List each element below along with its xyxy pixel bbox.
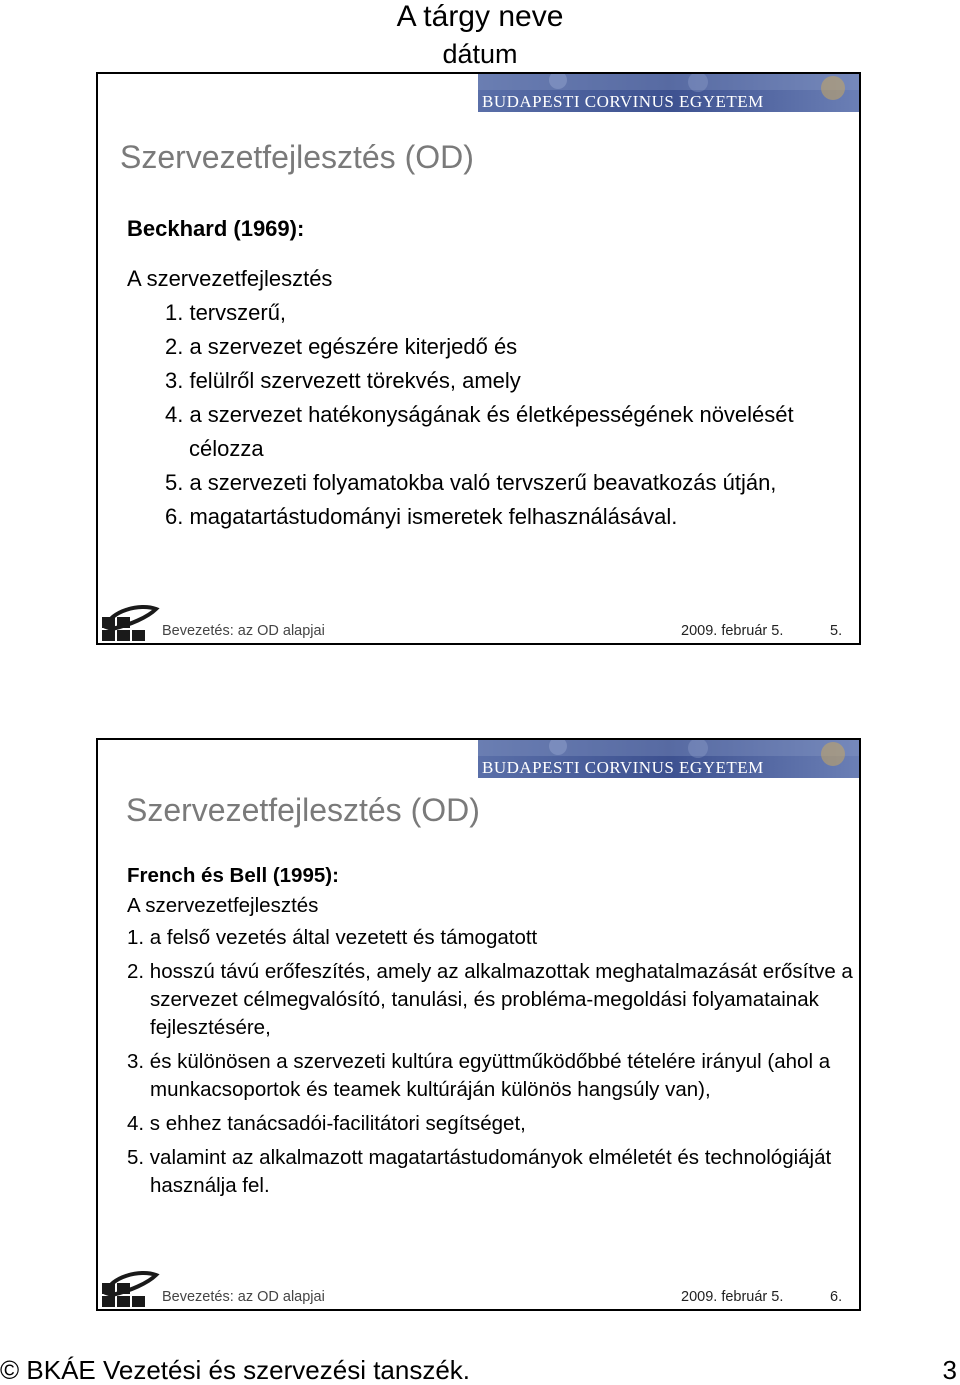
list-item: 6. magatartástudományi ismeretek felhasználásával. [165, 504, 678, 529]
university-banner [478, 74, 859, 112]
slide-intro: A szervezetfejlesztés [127, 266, 333, 291]
list-item: 3. és különösen a szervezeti kultúra együttműködőbbé tételére irányul (ahol a munkacsoportok és teamek kultúráján különös hangsúly van), [127, 1050, 831, 1101]
university-banner [478, 740, 859, 778]
numbered-list [127, 924, 859, 1200]
list-item: 4. a szervezet hatékonyságának és életképességének növelését célozza [165, 402, 794, 461]
university-logo-icon [100, 1269, 160, 1307]
slide-title: Szervezetfejlesztés (OD) [120, 139, 474, 175]
footer-topic: Bevezetés: az OD alapjai [162, 1289, 325, 1305]
list-item: 4. s ehhez tanácsadói-facilitátori segítséget, [127, 1112, 526, 1135]
slide-5 [96, 72, 861, 645]
document-title: A tárgy neve [396, 0, 564, 33]
slide-body [127, 862, 859, 1206]
slide-body [127, 212, 859, 534]
slide-footer [98, 1275, 859, 1309]
slide-subheading: Beckhard (1969): [127, 216, 305, 241]
list-item: 1. tervszerű, [165, 300, 287, 325]
footer-date: 2009. február 5. [681, 623, 784, 639]
footer-slide-number: 6. [830, 1289, 843, 1305]
list-item: 3. felülről szervezett törekvés, amely [165, 368, 521, 393]
banner-text: BUDAPESTI CORVINUS EGYETEM [482, 92, 764, 111]
list-item: 2. a szervezet egészére kiterjedő és [165, 334, 518, 359]
slide-intro: A szervezetfejlesztés [127, 894, 319, 917]
university-logo-icon [100, 603, 160, 641]
footer-slide-number: 5. [830, 623, 843, 639]
copyright-text: © BKÁE Vezetési és szervezési tanszék. [0, 1355, 471, 1385]
list-item: 2. hosszú távú erőfeszítés, amely az alkalmazottak meghatalmazását erősítve a szervezet célmegvalósító, tanulási, és probléma-megoldási folyamatainak fejlesztésére, [127, 960, 853, 1039]
slide-footer [98, 609, 859, 643]
banner-text: BUDAPESTI CORVINUS EGYETEM [482, 758, 764, 777]
document-date: dátum [442, 39, 518, 69]
list-item: 5. valamint az alkalmazott magatartástudományok elméletét és technológiáját használja fel. [127, 1146, 832, 1197]
slide-6 [96, 738, 861, 1311]
page-footer [0, 1356, 960, 1385]
numbered-list [127, 296, 859, 534]
footer-date: 2009. február 5. [681, 1289, 784, 1305]
slide-subheading: French és Bell (1995): [127, 864, 339, 887]
list-item: 5. a szervezeti folyamatokba való tervszerű beavatkozás útján, [165, 470, 777, 495]
page-number: 3 [942, 1355, 957, 1385]
list-item: 1. a felső vezetés által vezetett és támogatott [127, 926, 538, 949]
footer-topic: Bevezetés: az OD alapjai [162, 623, 325, 639]
slide-title: Szervezetfejlesztés (OD) [126, 792, 480, 828]
